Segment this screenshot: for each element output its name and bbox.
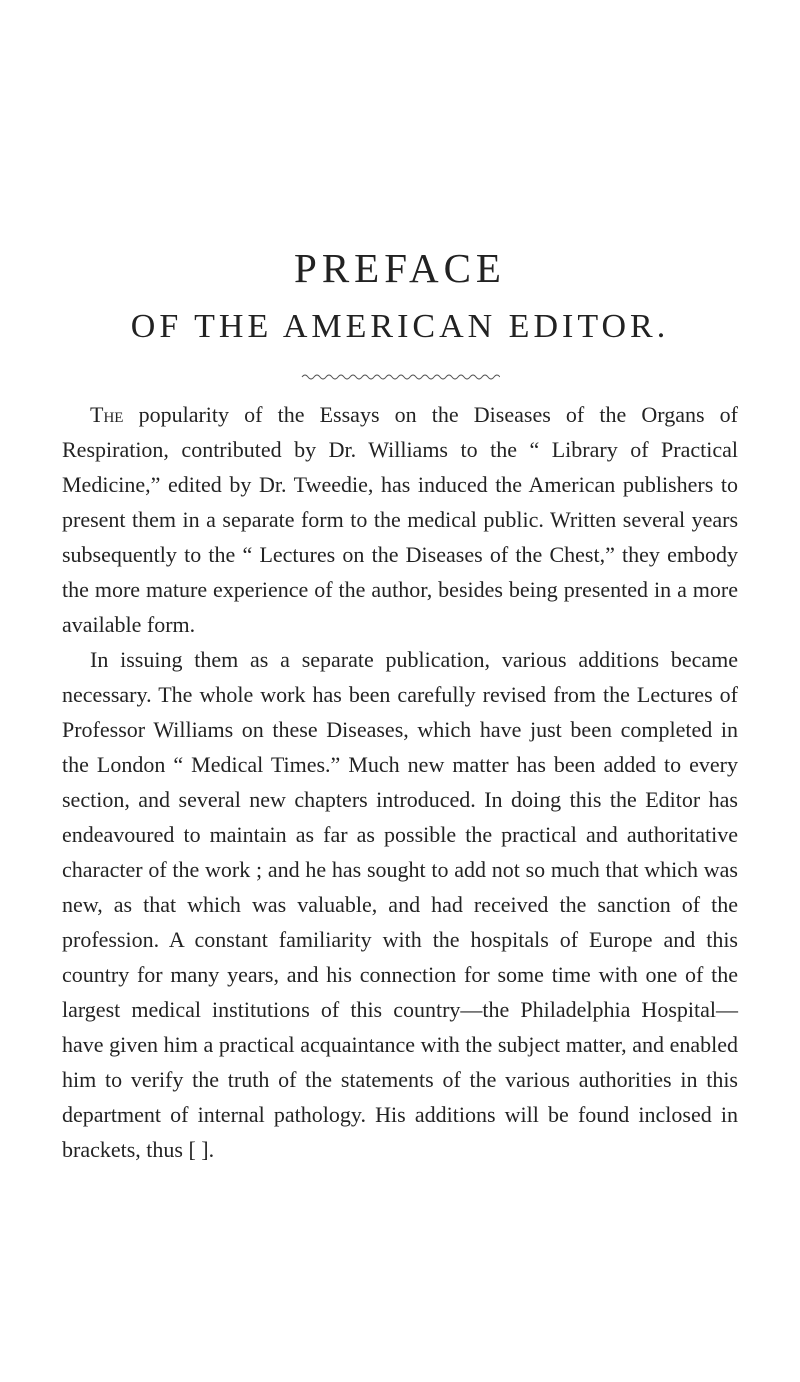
paragraph-1-lead: The [90, 402, 124, 427]
preface-body [62, 397, 738, 1167]
page-subtitle: OF THE AMERICAN EDITOR. [130, 308, 670, 345]
paragraph-1 [62, 397, 738, 642]
wavy-rule-ornament [300, 371, 500, 383]
paragraph-2-text: In issuing them as a separate publication, various additions became necessary. The whole work has been carefully revised from the Lectures of Professor Williams on these Diseases, which have just been completed in the London “ Medical Times.” Much new matter has been added to every section, and several new chapters introduced. In doing this the Editor has endeavoured to maintain as far as possible the practical and authoritative character of the work ; and he has sought to add not so much that which was new, as that which was valuable, and had received the sanction of the profession. A constant familiarity with the hospitals of Europe and this country for many years, and his connection for some time with one of the largest medical institutions of this country—the Philadelphia Hospital—have given him a practical acquaintance with the subject matter, and enabled him to verify the truth of the statements of the various authorities in this department of internal pathology. His additions will be found inclosed in brackets, thus [ ]. [62, 647, 738, 1162]
paragraph-2 [62, 642, 738, 1167]
page-title: PREFACE [294, 245, 506, 291]
paragraph-1-text: popularity of the Essays on the Diseases of the Organs of Respiration, contributed by Dr. Williams to the “ Library of Practical Medicine,” edited by Dr. Tweedie, has induced the American publishers to present them in a separate form to the medical public. Written several years subsequently to the “ Lectures on the Diseases of the Chest,” they embody the more mature experience of the author, besides being presented in a more available form. [62, 402, 738, 637]
